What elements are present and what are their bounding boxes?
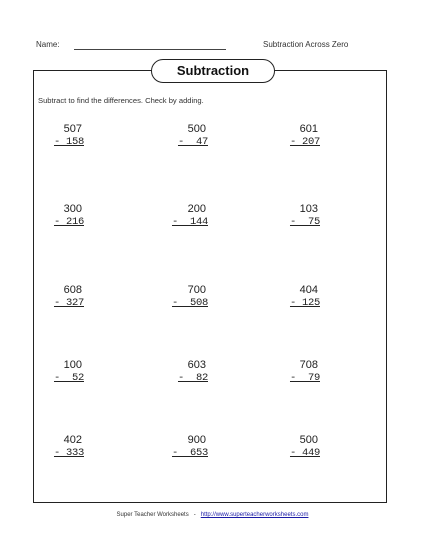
instructions: Subtract to find the differences. Check by adding. — [38, 96, 204, 105]
problem-minuend: 500 — [299, 434, 318, 446]
problem-minuend: 300 — [63, 203, 82, 215]
footer-url-link[interactable]: http://www.superteacherworksheets.com — [200, 512, 309, 518]
problem-subtrahend: - 75 — [289, 216, 320, 228]
problem-minuend: 700 — [187, 284, 206, 296]
name-line — [74, 49, 226, 50]
problem-subtrahend: - 449 — [289, 447, 320, 459]
problem-15 — [280, 433, 320, 460]
problem-subtrahend: - 79 — [289, 372, 320, 384]
problem-minuend: 708 — [299, 359, 318, 371]
problem-subtrahend: - 207 — [289, 136, 320, 148]
problem-1 — [44, 122, 84, 149]
footer-separator: - — [193, 512, 196, 518]
problem-minuend: 601 — [299, 123, 318, 135]
problem-9 — [280, 283, 320, 310]
problem-minuend: 603 — [187, 359, 206, 371]
problem-minuend: 200 — [187, 203, 206, 215]
problem-3 — [280, 122, 320, 149]
problem-subtrahend: - 52 — [53, 372, 84, 384]
problem-subtrahend: - 216 — [53, 216, 84, 228]
worksheet-frame — [33, 70, 387, 503]
problem-11 — [168, 358, 208, 385]
problem-subtrahend: - 125 — [289, 297, 320, 309]
worksheet-subtitle: Subtraction Across Zero — [263, 40, 349, 49]
problem-subtrahend: - 47 — [177, 136, 208, 148]
problem-8 — [168, 283, 208, 310]
footer-site-name: Super Teacher Worksheets — [116, 512, 189, 518]
page-title: Subtraction — [151, 59, 275, 83]
problem-subtrahend: - 158 — [53, 136, 84, 148]
problem-minuend: 402 — [63, 434, 82, 446]
problem-minuend: 900 — [187, 434, 206, 446]
problem-minuend: 608 — [63, 284, 82, 296]
name-label: Name: — [36, 40, 60, 49]
problem-subtrahend: - 144 — [171, 216, 208, 228]
problem-14 — [168, 433, 208, 460]
problem-subtrahend: - 653 — [171, 447, 208, 459]
problem-6 — [280, 202, 320, 229]
problem-minuend: 100 — [63, 359, 82, 371]
problem-minuend: 500 — [187, 123, 206, 135]
problem-10 — [44, 358, 84, 385]
problem-5 — [168, 202, 208, 229]
footer — [0, 512, 425, 518]
problem-4 — [44, 202, 84, 229]
problem-2 — [168, 122, 208, 149]
problem-7 — [44, 283, 84, 310]
problem-minuend: 507 — [63, 123, 82, 135]
problem-13 — [44, 433, 84, 460]
problem-subtrahend: - 508 — [171, 297, 208, 309]
problem-subtrahend: - 327 — [53, 297, 84, 309]
problem-minuend: 103 — [299, 203, 318, 215]
problem-subtrahend: - 82 — [177, 372, 208, 384]
problem-subtrahend: - 333 — [53, 447, 84, 459]
problem-12 — [280, 358, 320, 385]
problem-minuend: 404 — [299, 284, 318, 296]
